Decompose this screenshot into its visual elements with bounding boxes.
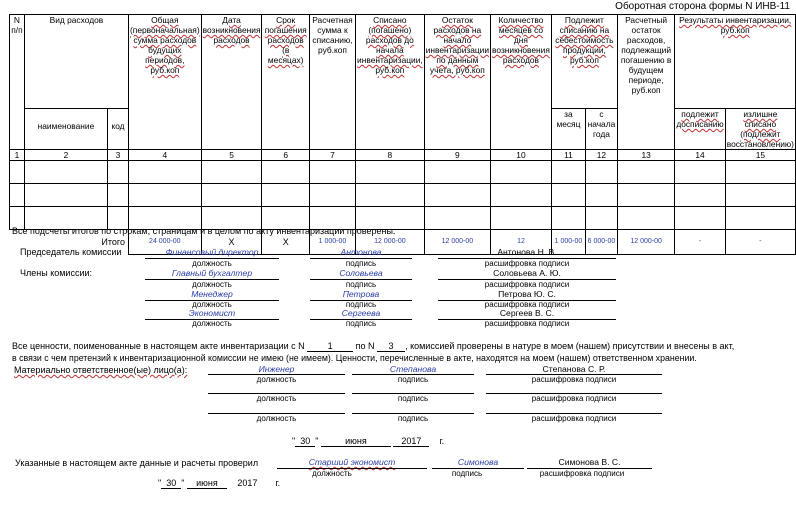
responsible-label: Материально ответственное(ые) лицо(а): [14, 365, 188, 375]
total-label: Итого [101, 237, 125, 248]
header-kind: Вид расходов [24, 15, 128, 109]
decode-caption: расшифровка подписи [484, 259, 570, 268]
resp-decode: Степанова С. Р. [542, 364, 606, 374]
date-line-1: " 30 " июня 2017 г. [292, 436, 445, 446]
total-cell: 12 [491, 230, 552, 255]
statement-line1: Все ценности, поименованные в настоящем акте инвентаризации с N 1 по N 3 , комиссией проверены в натуре в моем (нашем) присутствии и внесены в акт, [12, 341, 735, 351]
col-number: 12 [585, 150, 617, 161]
col-number: 6 [262, 150, 309, 161]
position-caption: должность [192, 259, 232, 268]
inventory-table [9, 14, 796, 255]
sign-value: Антонова [340, 247, 382, 257]
verify-text: Указанные в настоящем акте данные и расчеты проверил [15, 458, 259, 468]
header-written: Списано (погашено) расходов до начала инвентаризации, руб.коп [356, 15, 425, 150]
check-text: Все подсчеты итогов по строкам, страницам и в целом по акту инвентаризации проверены. [12, 226, 396, 236]
col-number: 14 [675, 150, 725, 161]
decode-caption: расшифровка подписи [531, 414, 617, 423]
total-cell: - [725, 230, 795, 255]
header-term: Срок погашения расходов (в месяцах) [262, 15, 309, 150]
total-cell: 12 000-00 [356, 230, 425, 255]
sign-value: Соловьева [339, 268, 383, 278]
position-caption: должность [256, 394, 297, 403]
sign-caption: подпись [397, 394, 429, 403]
col-number: 13 [617, 150, 674, 161]
decode-value: Петрова Ю. С. [498, 289, 556, 299]
members-label: Члены комиссии: [20, 268, 93, 278]
header-subject: Подлежит списанию на себестоимость продукции, руб.коп [551, 15, 617, 109]
date-month: июня [187, 478, 227, 489]
verify-decode: Симонова В. С. [558, 457, 621, 467]
header-res-excess: излишне списано (подлежит восстановлению) [726, 109, 794, 149]
decode-caption: расшифровка подписи [484, 280, 570, 289]
verify-position: Старший экономист [308, 457, 396, 467]
header-num: N п/п [10, 15, 25, 150]
total-cell: 6 000-00 [585, 230, 617, 255]
sign-caption: подпись [397, 375, 429, 384]
position-caption: должность [256, 414, 297, 423]
sign-caption: подпись [345, 319, 377, 328]
col-number: 1 [10, 150, 25, 161]
header-calc-rem: Расчетный остаток расходов, подлежащий погашению в будущем периоде, руб.коп [617, 15, 674, 150]
total-cell: 1 000-00 [551, 230, 585, 255]
table-row [10, 184, 796, 207]
decode-caption: расшифровка подписи [531, 394, 617, 403]
header-date: Дата возникновения расходов [201, 15, 262, 150]
sign-caption: подпись [397, 414, 429, 423]
sign-value: Сергеева [341, 308, 381, 318]
col-number: 10 [491, 150, 552, 161]
col-number: 4 [129, 150, 202, 161]
total-cell: X [201, 230, 262, 255]
header-total: Общая (первоначальная) сумма расходов будущих периодов, руб.коп [129, 15, 202, 150]
date-year: 2017 [237, 478, 258, 488]
position-value: Финансовый директор [165, 247, 259, 257]
table-row [10, 161, 796, 184]
sign-caption: подпись [345, 280, 377, 289]
position-caption: должность [256, 375, 297, 384]
position-value: Главный бухгалтер [171, 268, 253, 278]
chair-label: Председатель комиссии [20, 247, 122, 257]
decode-caption: расшифровка подписи [531, 375, 617, 384]
header-remain: Остаток расходов на начало инвентаризации по данным учета, руб.коп [424, 15, 490, 150]
header-code: код [108, 109, 129, 150]
header-res-write: подлежит досписанию [675, 109, 725, 150]
col-number: 15 [725, 150, 795, 161]
sign-caption: подпись [345, 259, 377, 268]
position-caption: должность [312, 469, 352, 478]
col-number: 5 [201, 150, 262, 161]
position-caption: должность [192, 300, 232, 309]
header-from-start: с начала года [585, 109, 617, 150]
decode-value: Антонова Н. В. [497, 247, 557, 257]
col-number: 7 [309, 150, 355, 161]
decode-caption: расшифровка подписи [539, 469, 625, 478]
date-day: 30 [161, 478, 181, 489]
col-number: 2 [24, 150, 107, 161]
header-results: Результаты инвентаризации, руб.коп [675, 15, 796, 109]
total-cell: 24 000-00 [129, 230, 202, 255]
decode-value: Соловьева А. Ю. [493, 268, 561, 278]
position-caption: должность [192, 319, 232, 328]
total-cell: X [262, 230, 309, 255]
form-title: Оборотная сторона формы N ИНВ-11 [615, 1, 790, 12]
header-per-month: за месяц [551, 109, 585, 150]
total-cell: - [675, 230, 725, 255]
sign-caption: подпись [451, 469, 483, 478]
resp-position: Инженер [258, 364, 295, 374]
verify-sign: Симонова [457, 457, 499, 467]
col-number: 8 [356, 150, 425, 161]
position-value: Менеджер [191, 289, 233, 299]
total-cell: 12 000-00 [424, 230, 490, 255]
col-number: 11 [551, 150, 585, 161]
date-line-2: " 30 " июня 2017 г. [158, 478, 281, 488]
sign-caption: подпись [345, 300, 377, 309]
header-months: Количество месяцев со дня возникновения расходов [491, 15, 552, 150]
total-cell: 1 000-00 [309, 230, 355, 255]
decode-caption: расшифровка подписи [484, 300, 570, 309]
position-value: Экономист [188, 308, 236, 318]
sign-value: Петрова [342, 289, 380, 299]
header-name: наименование [24, 109, 107, 150]
position-caption: должность [192, 280, 232, 289]
decode-caption: расшифровка подписи [484, 319, 570, 328]
col-number: 3 [108, 150, 129, 161]
decode-value: Сергеев В. С. [499, 308, 555, 318]
header-calc: Расчетная сумма к списанию, руб.коп [309, 15, 355, 150]
statement-line2: в связи с чем претензий к инвентаризационной комиссии не имею (не имеем). Ценности, перечисленные в акте, находятся на моем (нашем) ответственном хранении. [12, 353, 697, 363]
to-number: 3 [377, 341, 405, 352]
col-number: 9 [424, 150, 490, 161]
total-cell: 12 000-00 [617, 230, 674, 255]
date-day: 30 [295, 436, 315, 447]
date-year: 2017 [393, 436, 429, 447]
from-number: 1 [307, 341, 353, 352]
resp-sign: Степанова [389, 364, 437, 374]
date-month: июня [321, 436, 391, 447]
